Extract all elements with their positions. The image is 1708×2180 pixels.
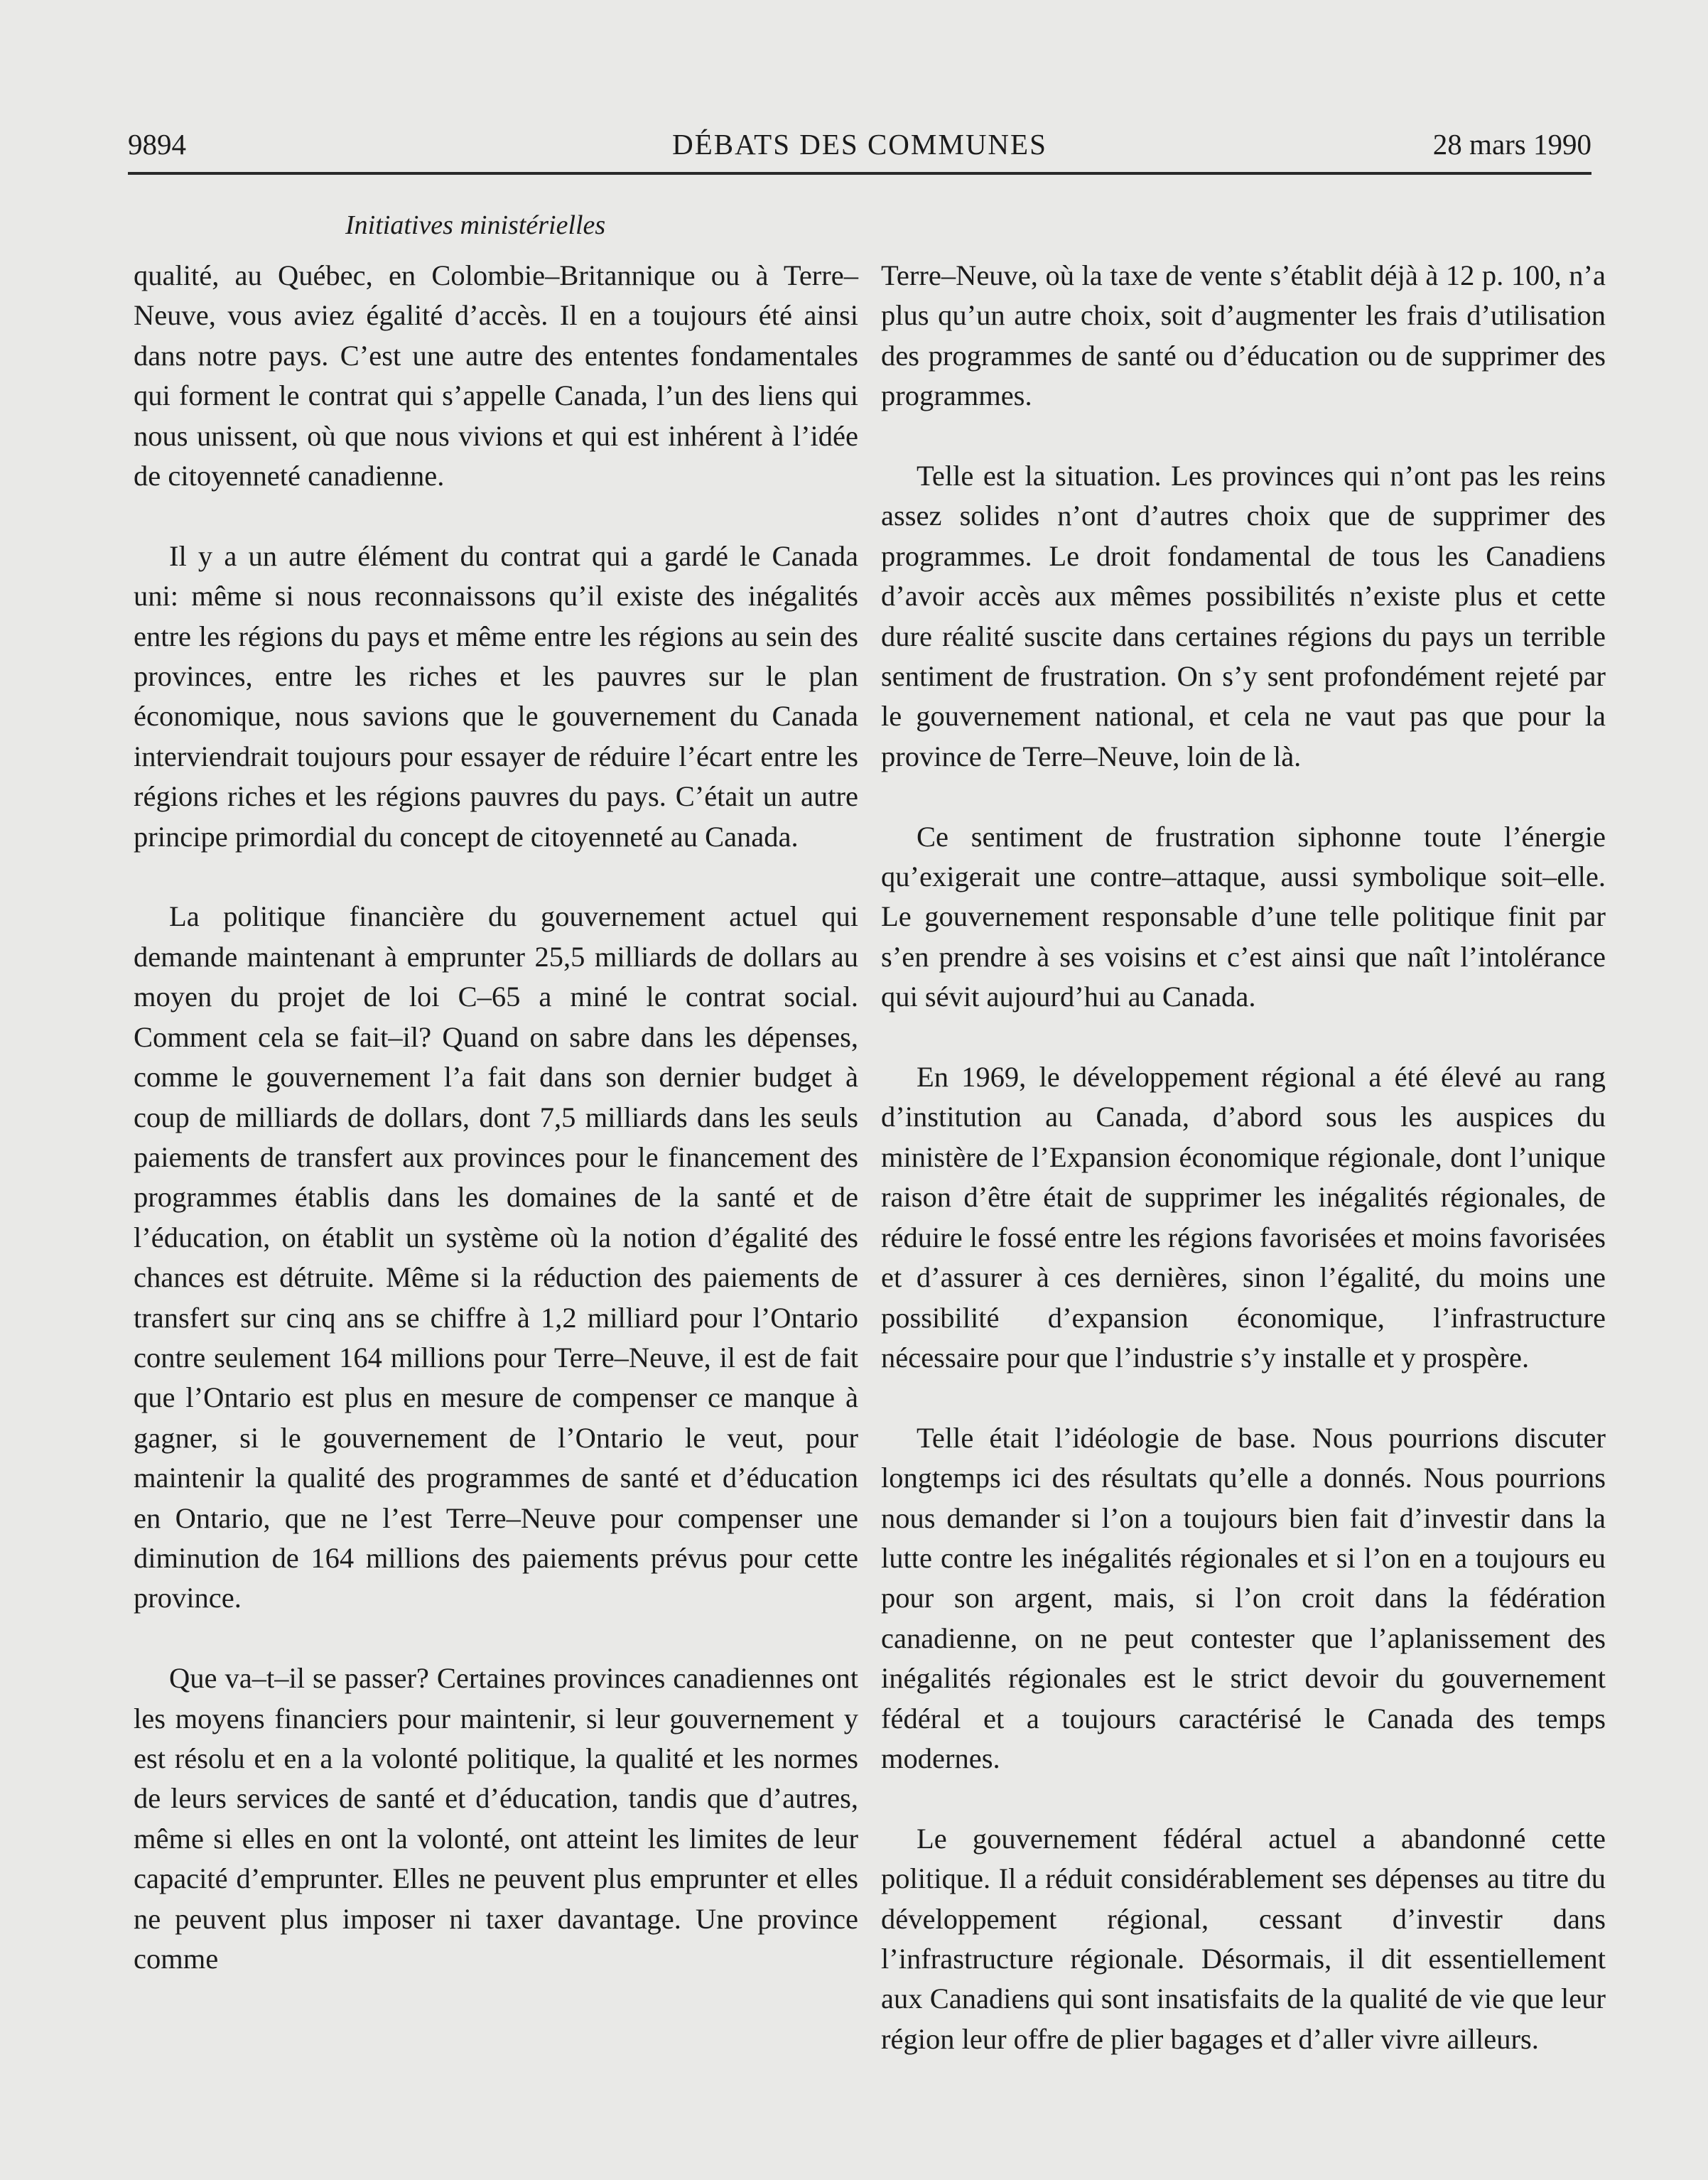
paragraph: Le gouvernement fédéral actuel a abandonné cette politique. Il a réduit considérablement ses dépenses au titre du développement régional, cessant d’investir dans l’infrastructure régionale. Désormais, il dit essentiellement aux Canadiens qui sont insatisfaits de la qualité de vie que leur région leur offre de plier bagages et d’aller vivre ailleurs. xyxy=(881,1822,1606,2055)
paragraph: Telle était l’idéologie de base. Nous pourrions discuter longtemps ici des résultats qu’elle a donnés. Nous pourrions nous demander si l’on a toujours bien fait d’investir dans la lutte contre les inégalités régionales et si l’on en a toujours eu pour son argent, mais, si l’on croit dans la fédération canadienne, on ne peut contester que l’aplanissement des inégalités régionales est le strict devoir du gouvernement fédéral et a toujours caractérisé le Canada des temps modernes. xyxy=(881,1421,1606,1774)
paragraph: Terre–Neuve, où la taxe de vente s’établit déjà à 12 p. 100, n’a plus qu’un autre choix, soit d’augmenter les frais d’utilisation des programmes de santé ou d’éducation ou de supprimer des programmes. xyxy=(881,259,1606,412)
publication-date: 28 mars 1990 xyxy=(1432,128,1591,161)
section-subheading: Initiatives ministérielles xyxy=(345,210,606,240)
publication-title: DÉBATS DES COMMUNES xyxy=(672,128,1047,161)
right-column xyxy=(881,256,1606,2100)
paragraph: En 1969, le développement régional a été élevé au rang d’institution au Canada, d’abord sous les auspices du ministère de l’Expansion économique régionale, dont l’unique raison d’être était de supprimer les inégalités régionales, de réduire le fossé entre les régions favorisées et moins favorisées et d’assurer à ces dernières, sinon l’égalité, du moins une possibilité d’expansion économique, l’infrastructure nécessaire pour que l’industrie s’y installe et y prospère. xyxy=(881,1061,1606,1374)
paragraph: Telle est la situation. Les provinces qui n’ont pas les reins assez solides n’ont d’autres choix que de supprimer des programmes. Le droit fondamental de tous les Canadiens d’avoir accès aux mêmes possibilités n’existe plus et cette dure réalité suscite dans certaines régions du pays un terrible sentiment de frustration. On s’y sent profondément rejeté par le gouvernement national, et cela ne vaut pas que pour la province de Terre–Neuve, loin de là. xyxy=(881,460,1606,772)
header-rule xyxy=(128,172,1591,175)
paragraph: La politique financière du gouvernement actuel qui demande maintenant à emprunter 25,5 milliards de dollars au moyen du projet de loi C–65 a miné le contrat social. Comment cela se fait–il? Quand on sabre dans les dépenses, comme le gouvernement l’a fait dans son dernier budget à coup de milliards de dollars, dont 7,5 milliards dans les seuls paiements de transfert aux provinces pour le financement des programmes établis dans les domaines de la santé et de l’éducation, on établit un système où la notion d’égalité des chances est détruite. Même si la réduction des paiements de transfert sur cinq ans se chiffre à 1,2 milliard pour l’Ontario contre seulement 164 millions pour Terre–Neuve, il est de fait que l’Ontario est plus en mesure de compenser ce manque à gagner, si le gouvernement de l’Ontario le veut, pour maintenir la qualité des programmes de santé et d’éducation en Ontario, que ne l’est Terre–Neuve pour compenser une diminution de 164 millions des paiements prévus pour cette province. xyxy=(134,900,858,1614)
page-number: 9894 xyxy=(128,128,186,161)
paragraph: Il y a un autre élément du contrat qui a gardé le Canada uni: même si nous reconnaissons qu’il existe des inégalités entre les régions du pays et même entre les régions au sein des provinces, entre les riches et les pauvres sur le plan économique, nous savions que le gouvernement du Canada interviendrait toujours pour essayer de réduire l’écart entre les régions riches et les régions pauvres du pays. C’était un autre principe primordial du concept de citoyenneté au Canada. xyxy=(134,539,858,853)
paragraph: qualité, au Québec, en Colombie–Britannique ou à Terre–Neuve, vous aviez égalité d’accès. Il en a toujours été ainsi dans notre pays. C’est une autre des ententes fondamentales qui forment le contrat qui s’appelle Canada, l’un des liens qui nous unissent, où que nous vivions et qui est inhérent à l’idée de citoyenneté canadienne. xyxy=(134,259,858,492)
paragraph: Que va–t–il se passer? Certaines provinces canadiennes ont les moyens financiers pour maintenir, si leur gouvernement y est résolu et en a la volonté politique, la qualité et les normes de leurs services de santé et d’éducation, tandis que d’autres, même si elles en ont la volonté, ont atteint les limites de leur capacité d’emprunter. Elles ne peuvent plus emprunter et elles ne peuvent plus imposer ni taxer davantage. Une province comme xyxy=(134,1662,858,1975)
left-column xyxy=(134,256,858,2019)
paragraph: Ce sentiment de frustration siphonne toute l’énergie qu’exigerait une contre–attaque, aussi symbolique soit–elle. Le gouvernement responsable d’une telle politique finit par s’en prendre à ses voisins et c’est ainsi que naît l’intolérance qui sévit aujourd’hui au Canada. xyxy=(881,820,1606,1013)
page-header xyxy=(128,126,1591,176)
